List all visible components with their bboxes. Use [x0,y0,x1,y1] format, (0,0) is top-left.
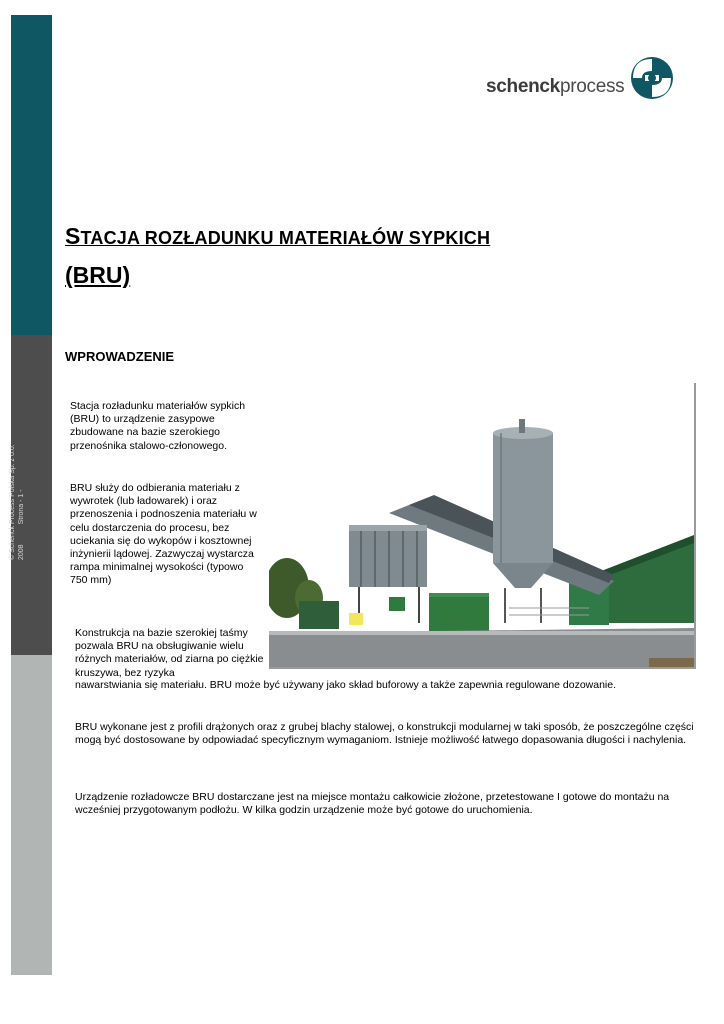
page-number: Strona - 1 - [18,489,25,525]
sidebar-footer-text [8,444,26,560]
section-heading: WPROWADZENIE [65,349,175,364]
paragraph-intro: Stacja rozładunku materiałów sypkich (BRU) to urządzenie zasypowe zbudowane na bazie szerokiego przenośnika stalowo-członowego. [70,400,246,452]
paragraph-construction-cont: nawarstwiania się materiału. BRU może być używany jako skład buforowy a także zapewnia regulowane dozowanie. [75,679,617,691]
copyright-text: © Schenck Process Polska Sp. z o.o. [9,444,16,560]
bru-station-illustration [269,383,694,667]
document-title-line2: (BRU) [65,262,131,288]
document-title: STACJA ROZŁADUNKU MATERIAŁÓW SYPKICH [65,223,491,249]
paragraph-materials: BRU wykonane jest z profili drążonych oraz z grubej blachy stalowej, o konstrukcji modularnej w taki sposób, że poszczególne części mogą być dostosowane by odpowiadać specyficznym wymaganiom. Istnieje możliwość łatwego dopasowania długości i nachylenia. [75,721,694,747]
company-logo [486,56,674,100]
logo-wordmark: schenckprocess [486,76,625,97]
paragraph-purpose: BRU służy do odbierania materiału z wywrotek (lub ładowarek) i oraz przenoszenia i podnoszenia materiału w celu dostarczenia do procesu, bez uciekania się do wykopów i kosztownej inżynierii lądowej. Zazwyczaj wystarcza rampa minimalnej wysokości (typowo 750 mm) [70,482,257,587]
paragraph-construction: Konstrukcja na bazie szerokiej taśmy pozwala BRU na obsługiwanie wielu różnych materiałów, od ziarna po ciężkie kruszywa, bez ryzyka [75,627,264,679]
paragraph-delivery: Urządzenie rozładowcze BRU dostarczane jest na miejsce montażu całkowicie złożone, przetestowane I gotowe do montażu na wcześniej przygotowanym podłożu. W kilka godzin urządzenie może być gotowe do uruchomienia. [75,791,670,817]
schenck-logo-icon [630,56,674,100]
sidebar-band-top [11,15,52,335]
bru-station-photo [269,383,696,669]
year-text: 2008 [18,544,25,560]
sidebar-band-bottom [11,655,52,975]
